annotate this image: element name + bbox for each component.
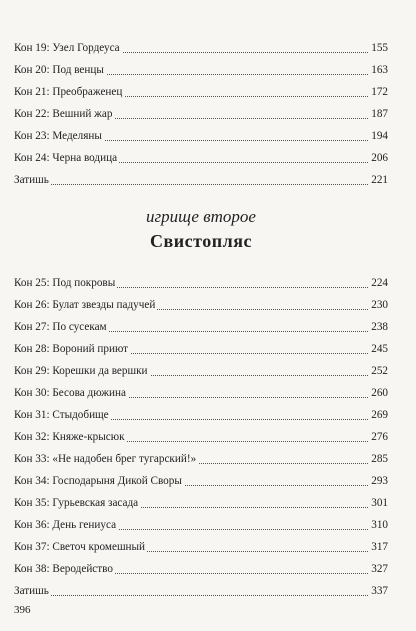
toc-entry-title: Кон 38: Веродейство xyxy=(14,563,113,575)
toc-entry xyxy=(14,495,388,511)
toc-entry xyxy=(14,275,388,291)
toc-entry-page: 172 xyxy=(371,86,388,98)
toc-entry-title: Кон 19: Узел Гордеуса xyxy=(14,42,120,54)
toc-entry-title: Кон 29: Корешки да вершки xyxy=(14,365,148,377)
toc-entry-title: Кон 27: По сусекам xyxy=(14,321,107,333)
toc-entry xyxy=(14,319,388,335)
toc-entry xyxy=(14,517,388,533)
toc-entry-page: 187 xyxy=(371,108,388,120)
toc-entry xyxy=(14,363,388,379)
toc-entry xyxy=(14,539,388,555)
toc-entry-title: Кон 22: Вешний жар xyxy=(14,108,113,120)
toc-entry-page: 301 xyxy=(371,497,388,509)
toc-entry-title: Кон 21: Преображенец xyxy=(14,86,123,98)
toc-entry xyxy=(14,473,388,489)
toc-entry xyxy=(14,407,388,423)
toc-entry-title: Кон 25: Под покровы xyxy=(14,277,116,289)
toc-entry-page: 245 xyxy=(371,343,388,355)
dot-leader xyxy=(14,595,388,596)
toc-entry xyxy=(14,106,388,122)
toc-entry-page: 252 xyxy=(371,365,388,377)
toc-entry-title: Кон 36: День гениуса xyxy=(14,519,117,531)
toc-entry-page: 310 xyxy=(371,519,388,531)
toc-entry-title: Кон 34: Господарыня Дикой Своры xyxy=(14,475,182,487)
page-number: 396 xyxy=(14,604,31,616)
toc-entry xyxy=(14,561,388,577)
toc-entry-title: Затишь xyxy=(14,585,49,597)
toc-entry-title: Кон 26: Булат звезды падучей xyxy=(14,299,156,311)
toc-entry xyxy=(14,150,388,166)
toc-entry-title: Кон 37: Светоч кромешный xyxy=(14,541,146,553)
toc-entry-title: Кон 30: Бесова дюжина xyxy=(14,387,126,399)
toc-entry-title: Затишь xyxy=(14,174,49,186)
toc-entry-title: Кон 20: Под венцы xyxy=(14,64,104,76)
toc-entry xyxy=(14,40,388,56)
dot-leader xyxy=(14,184,388,185)
section-subtitle: игрище второе xyxy=(146,207,256,226)
section-title: Свистопляс xyxy=(150,231,252,251)
toc-entry-page: 206 xyxy=(371,152,388,164)
toc-entry xyxy=(14,128,388,144)
toc-entry xyxy=(14,385,388,401)
toc-entry-page: 260 xyxy=(371,387,388,399)
toc-entry xyxy=(14,451,388,467)
toc-entry xyxy=(14,429,388,445)
toc-entry-page: 327 xyxy=(371,563,388,575)
toc-entry xyxy=(14,583,388,599)
toc-entry xyxy=(14,84,388,100)
toc-entry-page: 221 xyxy=(371,174,388,186)
toc-entry-title: Кон 35: Гурьевская засада xyxy=(14,497,139,509)
toc-entry-page: 230 xyxy=(371,299,388,311)
toc-entry xyxy=(14,62,388,78)
toc-entry-title: Кон 33: «Не надобен брег тугарский!» xyxy=(14,453,197,465)
toc-entry-title: Кон 28: Вороний приют xyxy=(14,343,129,355)
toc-entry xyxy=(14,341,388,357)
toc-entry-page: 163 xyxy=(371,64,388,76)
toc-entry-page: 155 xyxy=(371,42,388,54)
toc-entry-page: 269 xyxy=(371,409,388,421)
toc-entry-page: 285 xyxy=(371,453,388,465)
toc-entry-page: 238 xyxy=(371,321,388,333)
toc-entry-title: Кон 32: Княже-крысюк xyxy=(14,431,125,443)
toc-entry-title: Кон 23: Меделяны xyxy=(14,130,102,142)
toc-entry-page: 194 xyxy=(371,130,388,142)
toc-entry-title: Кон 31: Стыдобище xyxy=(14,409,109,421)
toc-entry-page: 337 xyxy=(371,585,388,597)
toc-entry-page: 317 xyxy=(371,541,388,553)
toc-entry-page: 276 xyxy=(371,431,388,443)
toc-entry-page: 224 xyxy=(371,277,388,289)
toc-entry-page: 293 xyxy=(371,475,388,487)
toc-entry-title: Кон 24: Черна водица xyxy=(14,152,118,164)
toc-entry xyxy=(14,297,388,313)
toc-entry xyxy=(14,172,388,188)
